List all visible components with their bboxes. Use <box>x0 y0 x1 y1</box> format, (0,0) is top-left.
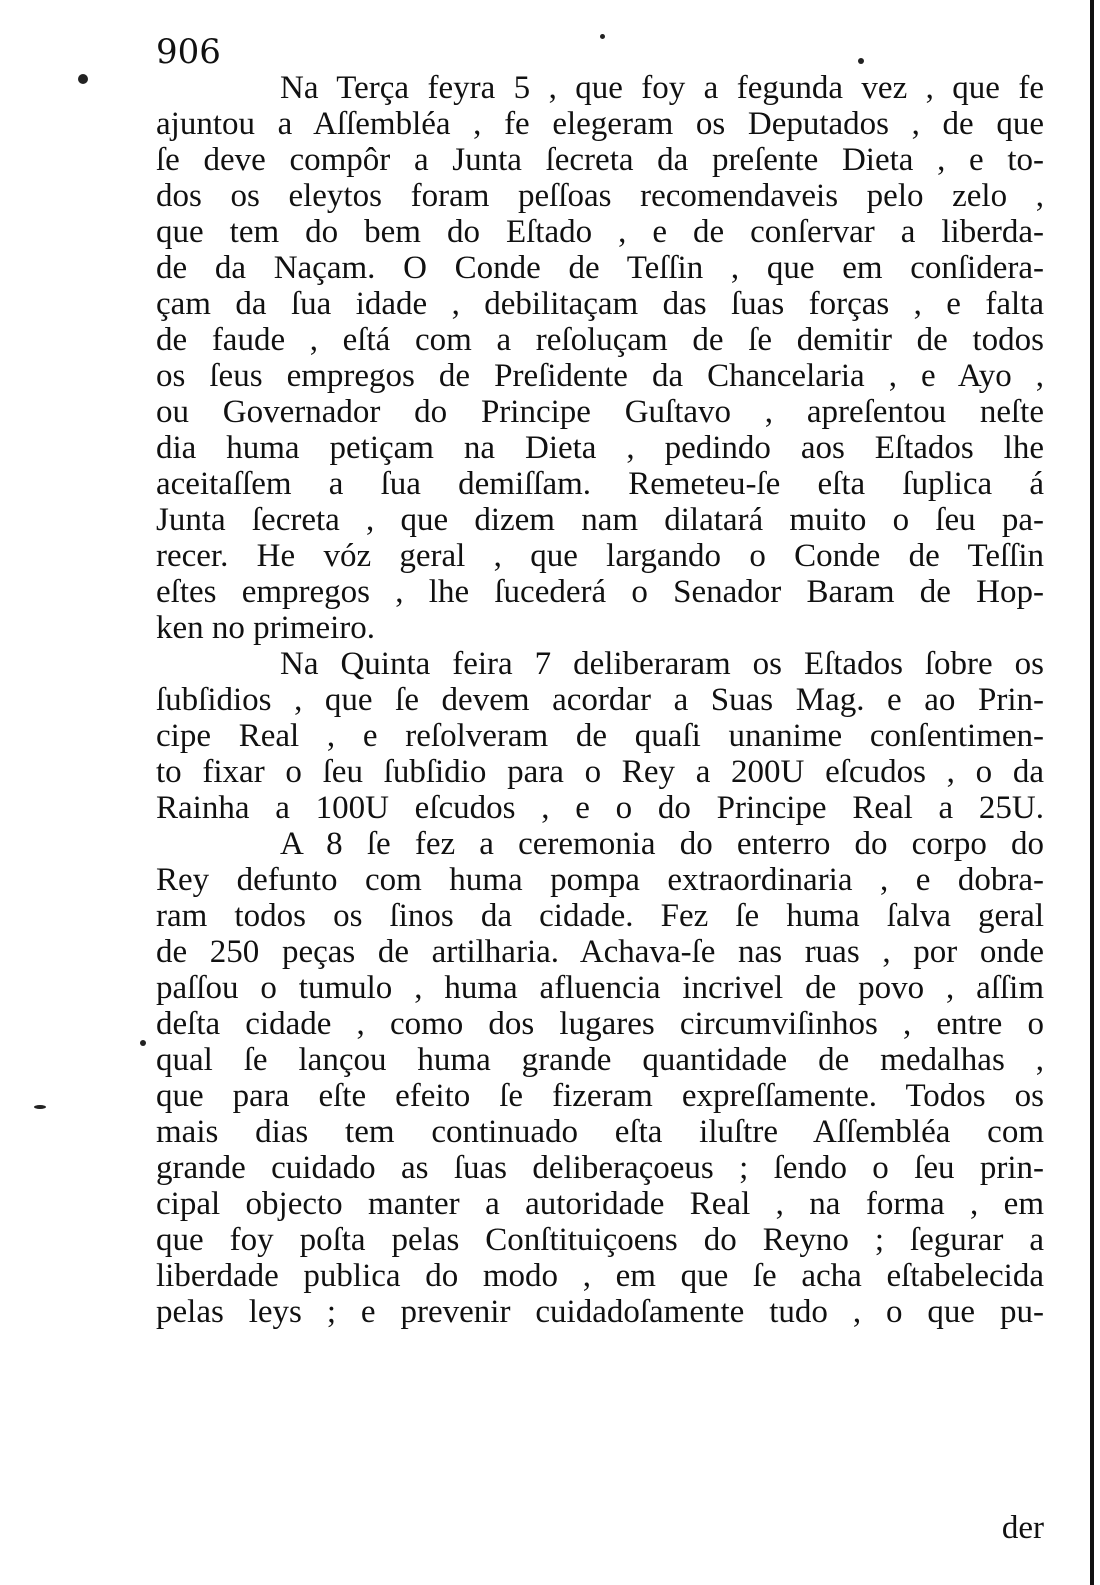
text-line: que tem do bem do Eſtado , e de conſervar a liberda- <box>156 214 1044 250</box>
text-line: que para eſte efeito ſe fizeram expreſſamente. Todos os <box>156 1078 1044 1114</box>
paragraph <box>156 826 1044 1330</box>
text-line: grande cuidado as ſuas deliberaçoeus ; ſendo o ſeu prin- <box>156 1150 1044 1186</box>
ink-speck <box>600 34 605 39</box>
text-line: ou Governador do Principe Guſtavo , apreſentou neſte <box>156 394 1044 430</box>
paragraph <box>156 646 1044 826</box>
text-line: cipe Real , e reſolveram de quaſi unanime conſentimen- <box>156 718 1044 754</box>
paragraph <box>156 70 1044 646</box>
page-number: 906 <box>156 32 221 72</box>
text-line: ſe deve compôr a Junta ſecreta da preſente Dieta , e to- <box>156 142 1044 178</box>
text-line: os ſeus empregos de Preſidente da Chancelaria , e Ayo , <box>156 358 1044 394</box>
text-line: qual ſe lançou huma grande quantidade de medalhas , <box>156 1042 1044 1078</box>
text-line: çam da ſua idade , debilitaçam das ſuas forças , e falta <box>156 286 1044 322</box>
text-line: mais dias tem continuado eſta iluſtre Aſſembléa com <box>156 1114 1044 1150</box>
text-line: ram todos os ſinos da cidade. Fez ſe huma ſalva geral <box>156 898 1044 934</box>
text-line: Na Quinta feira 7 deliberaram os Eſtados ſobre os <box>280 646 1044 682</box>
text-line: que foy poſta pelas Conſtituiçoens do Reyno ; ſegurar a <box>156 1222 1044 1258</box>
text-line: dia huma petiçam na Dieta , pedindo aos Eſtados lhe <box>156 430 1044 466</box>
catchword: der <box>1001 1510 1044 1546</box>
text-line: Junta ſecreta , que dizem nam dilatará muito o ſeu pa- <box>156 502 1044 538</box>
text-line: ſubſidios , que ſe devem acordar a Suas Mag. e ao Prin- <box>156 682 1044 718</box>
text-line: Rey defunto com huma pompa extraordinaria , e dobra- <box>156 862 1044 898</box>
ink-speck <box>858 58 864 64</box>
text-line: aceitaſſem a ſua demiſſam. Remeteu-ſe eſta ſuplica á <box>156 466 1044 502</box>
text-line: ajuntou a Aſſembléa , fe elegeram os Deputados , de que <box>156 106 1044 142</box>
text-line: deſta cidade , como dos lugares circumviſinhos , entre o <box>156 1006 1044 1042</box>
text-line: to fixar o ſeu ſubſidio para o Rey a 200U eſcudos , o da <box>156 754 1044 790</box>
text-line: Na Terça feyra 5 , que foy a fegunda vez , que fe <box>280 70 1044 106</box>
page-edge-shadow <box>1090 0 1094 1585</box>
text-line: liberdade publica do modo , em que ſe acha eſtabelecida <box>156 1258 1044 1294</box>
text-line: A 8 ſe fez a ceremonia do enterro do corpo do <box>280 826 1044 862</box>
text-line: de 250 peças de artilharia. Achava-ſe nas ruas , por onde <box>156 934 1044 970</box>
text-line: paſſou o tumulo , huma afluencia incrivel de povo , aſſim <box>156 970 1044 1006</box>
text-line: recer. He vóz geral , que largando o Conde de Teſſin <box>156 538 1044 574</box>
ink-speck <box>78 74 88 84</box>
text-line: eſtes empregos , lhe ſucederá o Senador Baram de Hop- <box>156 574 1044 610</box>
text-line: cipal objecto manter a autoridade Real , na forma , em <box>156 1186 1044 1222</box>
text-line: ken no primeiro. <box>156 610 376 646</box>
ink-speck <box>140 1040 146 1046</box>
text-line: Rainha a 100U eſcudos , e o do Principe Real a 25U. <box>156 790 1044 826</box>
text-line: de da Naçam. O Conde de Teſſin , que em conſidera- <box>156 250 1044 286</box>
text-line: dos os eleytos foram peſſoas recomendaveis pelo zelo , <box>156 178 1044 214</box>
ink-speck <box>34 1105 46 1109</box>
text-line: pelas leys ; e prevenir cuidadoſamente tudo , o que pu- <box>156 1294 1044 1330</box>
text-line: de faude , eſtá com a reſoluçam de ſe demitir de todos <box>156 322 1044 358</box>
body-text <box>156 70 1044 1330</box>
